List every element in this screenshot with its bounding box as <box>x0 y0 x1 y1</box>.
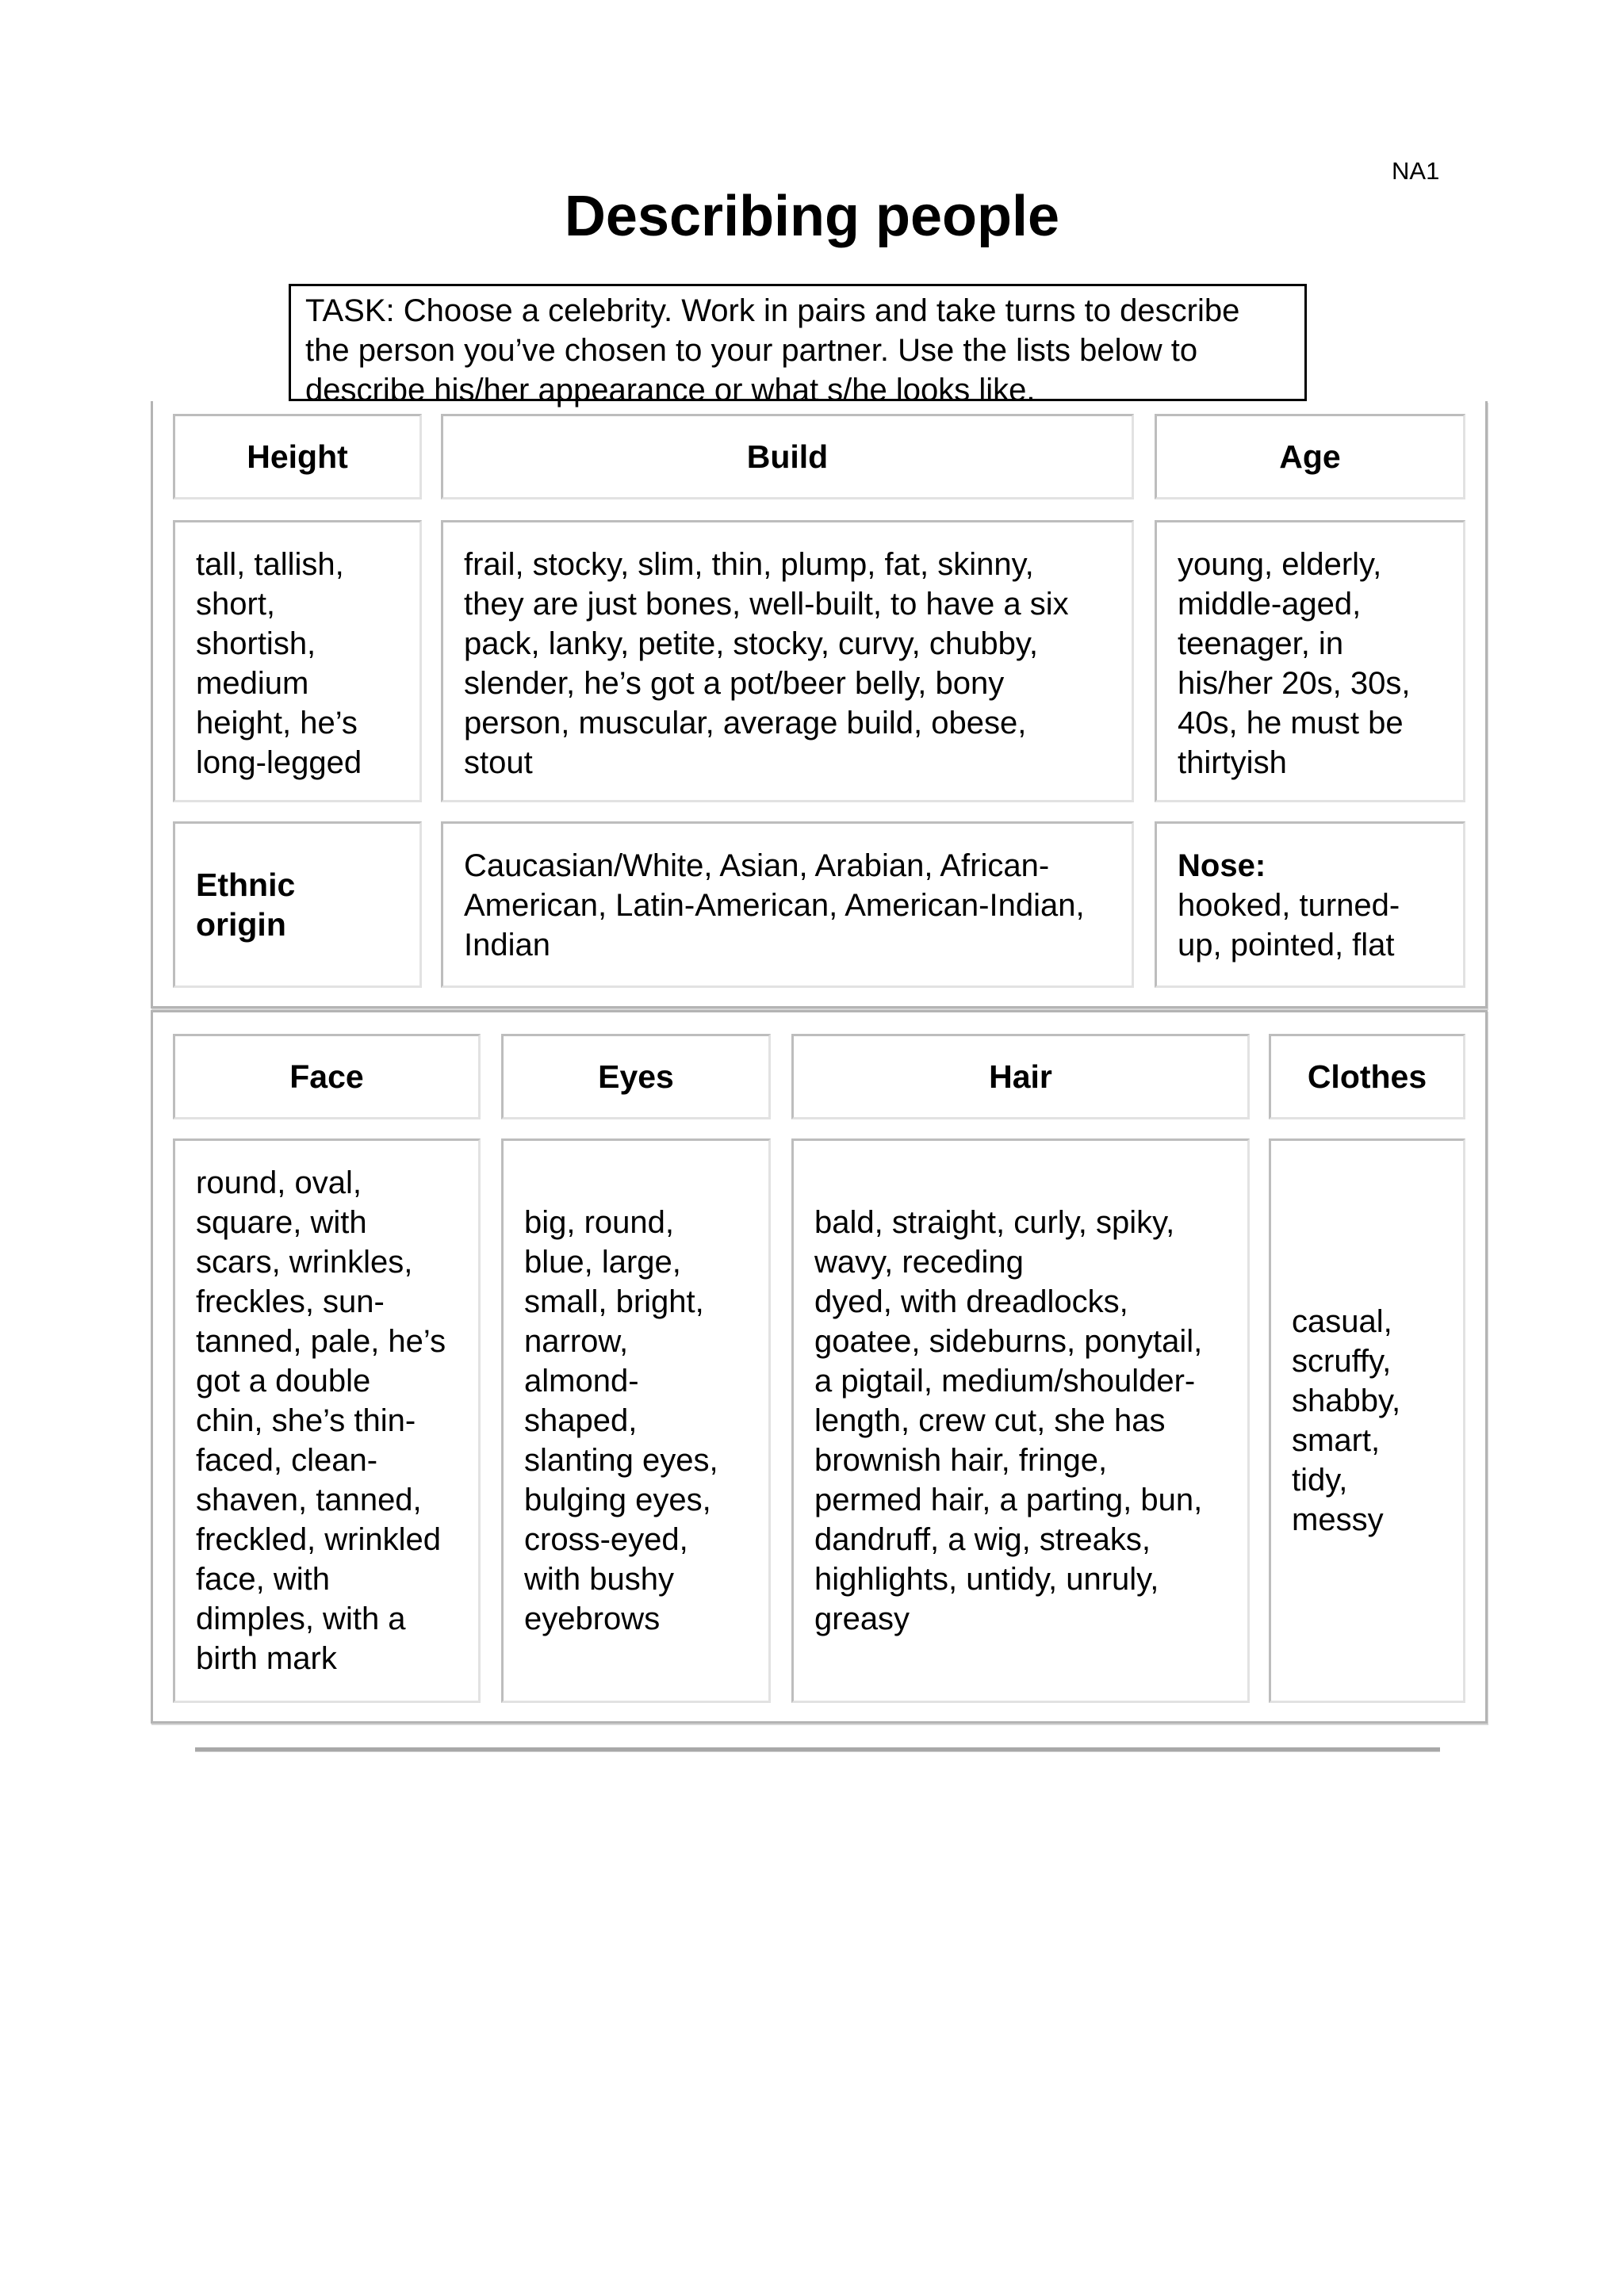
eyes-line: almond- <box>524 1364 639 1399</box>
face-line: shaven, tanned, <box>196 1483 422 1517</box>
nose-label: Nose: <box>1178 848 1266 883</box>
face-line: dimples, with a <box>196 1601 406 1636</box>
ethnic-line: Caucasian/White, Asian, Arabian, African- <box>464 848 1050 883</box>
eyes-cell <box>501 1138 771 1703</box>
build-header: Build <box>441 414 1134 499</box>
age-cell <box>1155 520 1465 802</box>
eyes-line: eyebrows <box>524 1601 661 1636</box>
build-line: pack, lanky, petite, stocky, curvy, chubby, <box>464 626 1039 661</box>
clothes-header: Clothes <box>1269 1034 1465 1119</box>
ethnic-line: American, Latin-American, American-Indian, <box>464 888 1085 923</box>
face-line: birth mark <box>196 1641 337 1676</box>
task-line: describe his/her appearance or what s/he looks like. <box>305 373 1036 408</box>
face-line: faced, clean- <box>196 1443 378 1478</box>
eyes-line: bulging eyes, <box>524 1483 711 1517</box>
clothes-line: smart, <box>1292 1423 1381 1458</box>
clothes-line: messy <box>1292 1502 1384 1537</box>
divider-rule <box>195 1747 1440 1752</box>
build-line: they are just bones, well-built, to have a six <box>464 587 1069 622</box>
face-header: Face <box>173 1034 481 1119</box>
face-line: chin, she’s thin- <box>196 1403 416 1438</box>
clothes-line: scruffy, <box>1292 1344 1392 1379</box>
eyes-line: blue, large, <box>524 1245 681 1280</box>
age-header: Age <box>1155 414 1465 499</box>
ethnic-origin-cell <box>441 821 1134 988</box>
hair-line: bald, straight, curly, spiky, <box>814 1205 1175 1240</box>
task-line: TASK: Choose a celebrity. Work in pairs and take turns to describe <box>305 293 1240 328</box>
ethnic-origin-label <box>173 821 422 988</box>
age-line: his/her 20s, 30s, <box>1178 666 1411 701</box>
hair-line: length, crew cut, she has <box>814 1403 1166 1438</box>
nose-line: up, pointed, flat <box>1178 928 1395 962</box>
height-line: long-legged <box>196 745 362 780</box>
hair-line: highlights, untidy, unruly, <box>814 1562 1159 1597</box>
face-line: round, oval, <box>196 1165 362 1200</box>
height-cell <box>173 520 422 802</box>
page-title: Describing people <box>564 185 1060 248</box>
ethnic-label-line: Ethnic <box>196 867 296 903</box>
build-line: stout <box>464 745 533 780</box>
clothes-cell <box>1269 1138 1465 1703</box>
face-line: scars, wrinkles, <box>196 1245 413 1280</box>
face-line: square, with <box>196 1205 367 1240</box>
eyes-line: small, bright, <box>524 1284 704 1319</box>
page-code: NA1 <box>1392 157 1440 185</box>
clothes-line: casual, <box>1292 1304 1392 1339</box>
hair-cell <box>791 1138 1250 1703</box>
hair-line: dyed, with dreadlocks, <box>814 1284 1128 1319</box>
face-line: freckles, sun- <box>196 1284 385 1319</box>
clothes-line: tidy, <box>1292 1463 1348 1498</box>
nose-cell <box>1155 821 1465 988</box>
eyes-line: with bushy <box>524 1562 674 1597</box>
ethnic-line: Indian <box>464 928 550 962</box>
hair-line: greasy <box>814 1601 910 1636</box>
age-line: 40s, he must be <box>1178 706 1404 740</box>
task-line: the person you’ve chosen to your partner. Use the lists below to <box>305 333 1198 368</box>
eyes-header: Eyes <box>501 1034 771 1119</box>
eyes-line: big, round, <box>524 1205 675 1240</box>
eyes-line: narrow, <box>524 1324 629 1359</box>
face-cell <box>173 1138 481 1703</box>
age-line: thirtyish <box>1178 745 1287 780</box>
nose-line: hooked, turned- <box>1178 888 1400 923</box>
face-line: got a double <box>196 1364 371 1399</box>
face-line: freckled, wrinkled <box>196 1522 442 1557</box>
face-line: face, with <box>196 1562 330 1597</box>
hair-line: a pigtail, medium/shoulder- <box>814 1364 1196 1399</box>
eyes-line: slanting eyes, <box>524 1443 718 1478</box>
height-line: medium <box>196 666 309 701</box>
eyes-line: cross-eyed, <box>524 1522 688 1557</box>
height-line: shortish, <box>196 626 316 661</box>
clothes-line: shabby, <box>1292 1383 1401 1418</box>
hair-line: permed hair, a parting, bun, <box>814 1483 1203 1517</box>
age-line: middle-aged, <box>1178 587 1362 622</box>
height-header: Height <box>173 414 422 499</box>
hair-line: dandruff, a wig, streaks, <box>814 1522 1151 1557</box>
hair-header: Hair <box>791 1034 1250 1119</box>
hair-line: goatee, sideburns, ponytail, <box>814 1324 1203 1359</box>
eyes-line: shaped, <box>524 1403 638 1438</box>
build-line: frail, stocky, slim, thin, plump, fat, skinny, <box>464 547 1034 582</box>
build-line: person, muscular, average build, obese, <box>464 706 1027 740</box>
task-box <box>289 284 1307 408</box>
hair-line: wavy, receding <box>814 1245 1024 1280</box>
height-line: short, <box>196 587 276 622</box>
age-line: teenager, in <box>1178 626 1344 661</box>
ethnic-label-line: origin <box>196 906 286 943</box>
age-line: young, elderly, <box>1178 547 1382 582</box>
height-line: height, he’s <box>196 706 358 740</box>
face-line: tanned, pale, he’s <box>196 1324 446 1359</box>
hair-line: brownish hair, fringe, <box>814 1443 1108 1478</box>
build-line: slender, he’s got a pot/beer belly, bony <box>464 666 1005 701</box>
build-cell <box>441 520 1134 802</box>
height-line: tall, tallish, <box>196 547 344 582</box>
